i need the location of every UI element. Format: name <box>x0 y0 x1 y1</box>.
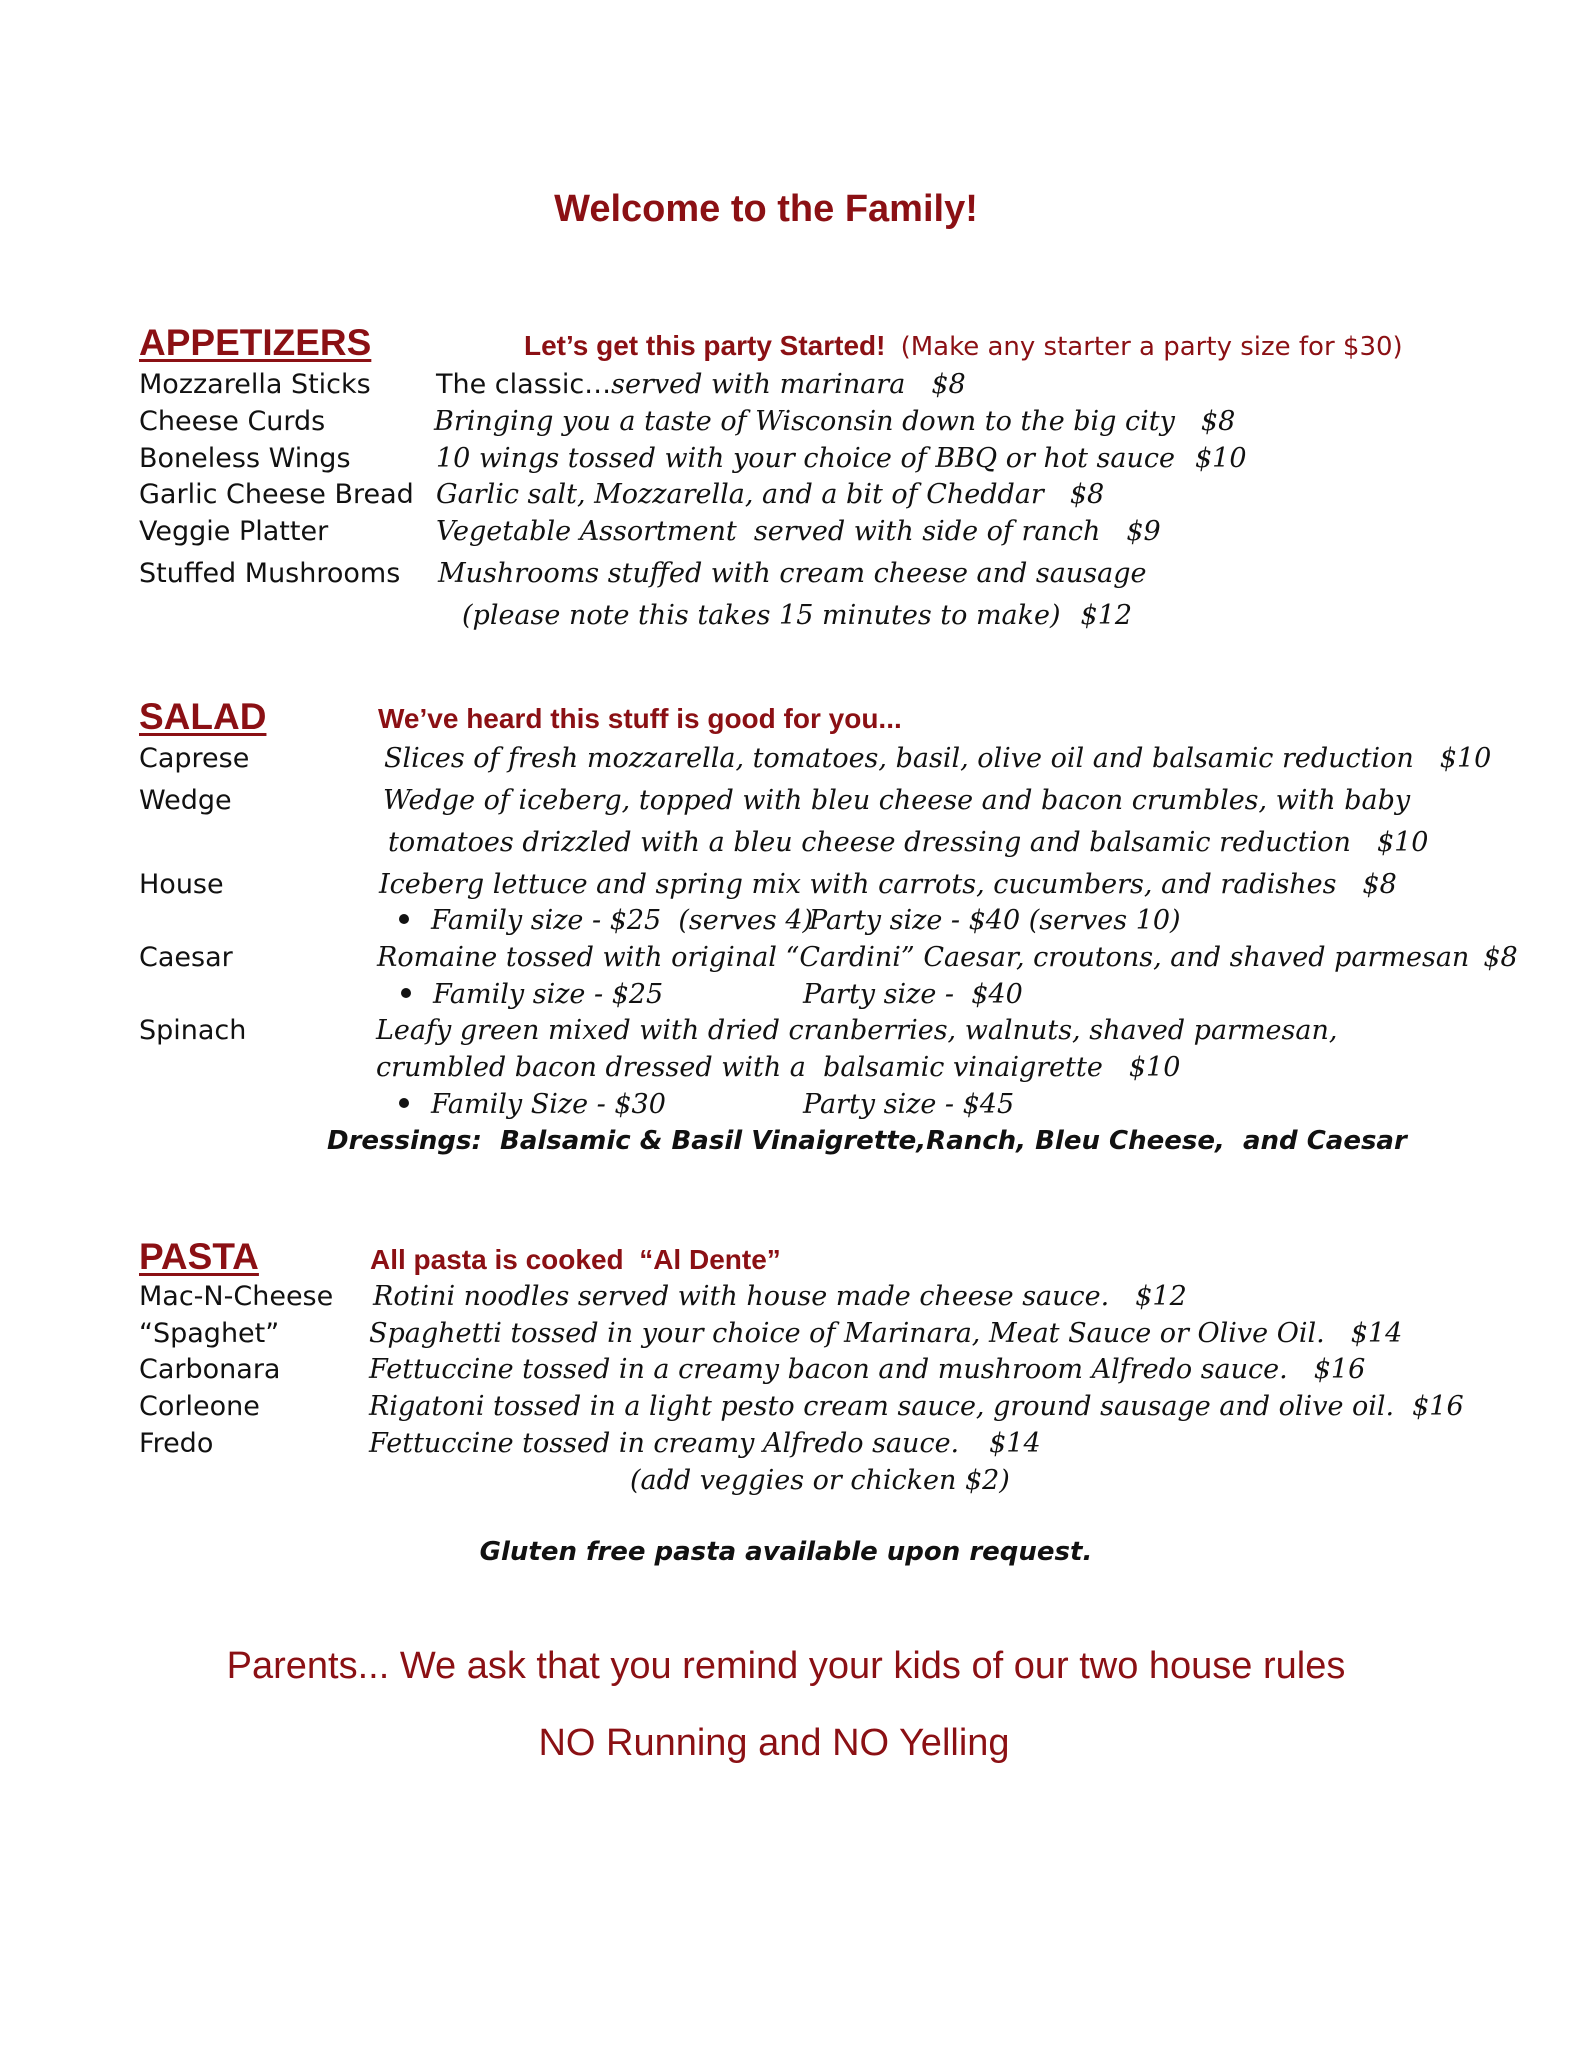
menu-item-name: Wedge <box>139 785 232 816</box>
menu-item-price: $10 <box>1195 443 1247 474</box>
menu-item-price: $12 <box>1135 1281 1187 1312</box>
menu-item-name: Mozzarella Sticks <box>139 369 371 400</box>
menu-item-desc: Spaghetti tossed in your choice of Marinara, Meat Sauce or Olive Oil. $14 <box>369 1318 1403 1349</box>
menu-item-desc-cont: crumbled bacon dressed with a balsamic vinaigrette $10 <box>376 1052 1181 1083</box>
menu-item-name: Boneless Wings <box>139 443 351 474</box>
menu-item-desc-cont: (please note this takes 15 minutes to make) $12 <box>462 600 1133 631</box>
appetizers-tagnote: (Make any starter a party size for $30) <box>900 332 1403 362</box>
party-size: Party size - $40 <box>803 979 1023 1010</box>
family-size: Family size - $25 <box>433 979 664 1010</box>
menu-item-desc: Rotini noodles served with house made cheese sauce. $12 <box>373 1281 1187 1312</box>
bullet-icon <box>399 914 409 924</box>
menu-item-price: $12 <box>1080 600 1133 631</box>
family-size: Family Size - $30 <box>431 1089 666 1120</box>
party-size: Party size - $40 (serves 10) <box>809 905 1181 936</box>
menu-item-desc: Fettuccine tossed in a creamy bacon and mushroom Alfredo sauce. $16 <box>369 1354 1366 1385</box>
family-size: Family size - $25 (serves 4) <box>431 905 814 936</box>
house-rules-emphasis: NO Running and NO Yelling <box>538 1722 1010 1764</box>
menu-item-name: Garlic Cheese Bread <box>139 479 414 510</box>
menu-item-desc: Wedge of iceberg, topped with bleu cheese and bacon crumbles, with baby <box>383 785 1411 816</box>
menu-item-name: “Spaghet” <box>139 1318 280 1349</box>
size-options <box>399 905 1181 936</box>
appetizers-heading: APPETIZERS <box>139 322 372 363</box>
menu-item-name: Veggie Platter <box>139 516 329 547</box>
pasta-heading: PASTA <box>139 1236 259 1277</box>
menu-item-name: Stuffed Mushrooms <box>139 558 401 589</box>
menu-item-desc-cont: tomatoes drizzled with a bleu cheese dressing and balsamic reduction $10 <box>388 827 1429 858</box>
menu-item-desc: Slices of fresh mozzarella, tomatoes, basil, olive oil and balsamic reduction $10 <box>384 743 1492 774</box>
menu-item-name: Carbonara <box>139 1354 281 1385</box>
menu-item-desc: Garlic salt, Mozzarella, and a bit of Cheddar $8 <box>436 479 1105 510</box>
salad-heading: SALAD <box>139 696 267 737</box>
menu-item-price: $16 <box>1412 1391 1464 1422</box>
menu-item-desc: Mushrooms stuffed with cream cheese and sausage <box>438 558 1147 589</box>
menu-item-name: Cheese Curds <box>139 406 326 437</box>
menu-item-desc: Bringing you a taste of Wisconsin down to the big city $8 <box>434 406 1236 437</box>
menu-item-price: $8 <box>1483 942 1518 973</box>
menu-item-name: Caesar <box>139 942 233 973</box>
size-options <box>399 1089 1014 1120</box>
menu-item-name: House <box>139 869 224 900</box>
gluten-free-note: Gluten free pasta available upon request. <box>479 1537 1093 1567</box>
pasta-tagline: All pasta is cooked “Al Dente” <box>370 1244 781 1275</box>
menu-item-price: $8 <box>1069 479 1105 510</box>
size-options <box>401 979 1023 1010</box>
page-title: Welcome to the Family! <box>554 188 978 230</box>
appetizers-tagline: Let’s get this party Started! <box>524 330 886 361</box>
menu-item-desc: Fettuccine tossed in creamy Alfredo sauce. $14 <box>369 1428 1041 1459</box>
menu-item-price: $10 <box>1128 1052 1181 1083</box>
menu-item-price: $10 <box>1376 827 1429 858</box>
menu-item-name: Mac-N-Cheese <box>139 1281 334 1312</box>
menu-item-desc: Romaine tossed with original “Cardini” Caesar, croutons, and shaved parmesan $8 <box>377 942 1518 973</box>
menu-item-price: $8 <box>1200 406 1236 437</box>
menu-item-price: $14 <box>989 1428 1041 1459</box>
house-rules-line: Parents... We ask that you remind your kids of our two house rules <box>226 1645 1346 1687</box>
menu-item-name: Caprese <box>139 743 250 774</box>
dressings-note: Dressings: Balsamic & Basil Vinaigrette,Ranch, Bleu Cheese, and Caesar <box>327 1126 1407 1156</box>
menu-item-desc: 10 wings tossed with your choice of BBQ or hot sauce $10 <box>436 443 1247 474</box>
menu-item-price: $9 <box>1126 516 1161 547</box>
menu-item-price: $8 <box>1362 869 1397 900</box>
menu-item-price: $10 <box>1439 743 1492 774</box>
menu-item-desc: Leafy green mixed with dried cranberries, walnuts, shaved parmesan, <box>376 1015 1338 1046</box>
menu-item-name: Spinach <box>139 1015 247 1046</box>
menu-item-desc: The classic…served with marinara $8 <box>436 369 966 400</box>
menu-item-desc: Vegetable Assortment served with side of ranch $9 <box>436 516 1161 547</box>
salad-tagline: We’ve heard this stuff is good for you... <box>378 703 902 734</box>
menu-item-name: Fredo <box>139 1428 214 1459</box>
menu-item-desc: Iceberg lettuce and spring mix with carrots, cucumbers, and radishes $8 <box>379 869 1397 900</box>
menu-item-price: $16 <box>1313 1354 1366 1385</box>
menu-item-price: $8 <box>931 369 966 400</box>
party-size: Party size - $45 <box>803 1089 1015 1120</box>
bullet-icon <box>401 988 411 998</box>
appetizers-tagline-row <box>524 330 1403 362</box>
menu-item-name: Corleone <box>139 1391 260 1422</box>
menu-item-price: $14 <box>1350 1318 1403 1349</box>
pasta-addon-note: (add veggies or chicken $2) <box>630 1465 1010 1496</box>
menu-item-desc: Rigatoni tossed in a light pesto cream sauce, ground sausage and olive oil. $16 <box>369 1391 1464 1422</box>
bullet-icon <box>399 1098 409 1108</box>
